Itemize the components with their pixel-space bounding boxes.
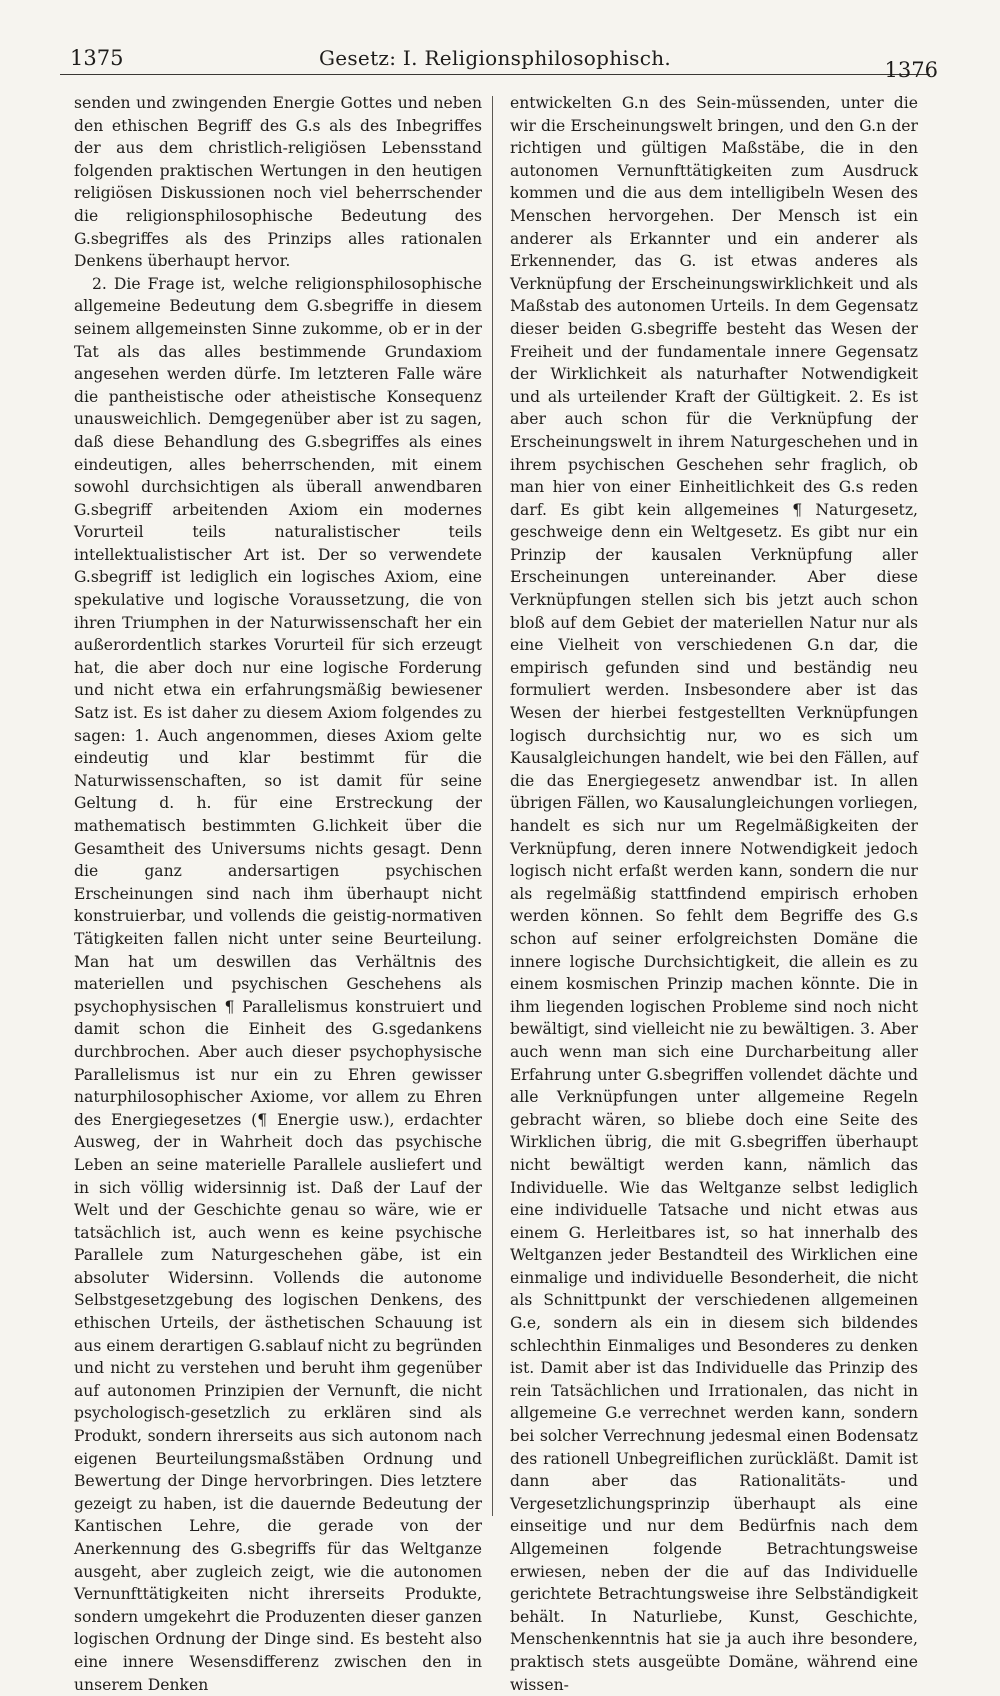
left-paragraph: senden und zwingenden Energie Gottes und neben den ethischen Begriff des G.s als des Inbegriffes der aus dem christlich-religiösen Lebensstand folgenden praktischen Wertungen in den heutigen religiösen Diskussionen noch viel beherrschender die religionsphilosophische Bedeutung des G.sbegriffes als des Prinzips alles rationalen Denkens überhaupt hervor.: [74, 94, 482, 271]
page-number-right: 1376: [884, 58, 938, 82]
left-column: [74, 92, 482, 1694]
right-column: [510, 92, 918, 1694]
running-title: Gesetz: I. Religionsphilosophisch.: [318, 46, 672, 70]
left-paragraph: 2. Die Frage ist, welche religionsphilosophische allgemeine Bedeutung dem G.sbegriffe in diesem seinem allgemeinsten Sinne zukomme, ob er in der Tat als das alles bestimmende Grundaxiom angesehen werden dürfe. Im letzteren Falle wäre die pantheistische oder atheistische Konsequenz unausweichlich. Demgegenüber aber ist zu sagen, daß diese Behandlung des G.sbegriffes als eines eindeutigen, alles beherrschenden, mit einem sowohl durchsichtigen als überall anwendbaren G.sbegriff arbeitenden Axiom ein modernes Vorurteil teils naturalistischer teils intellektualistischer Art ist. Der so verwendete G.sbegriff ist lediglich ein logisches Axiom, eine spekulative und logische Voraussetzung, die von ihren Triumphen in der Naturwissenschaft her ein außerordentlich starkes Vorurteil für sich erzeugt hat, die aber doch nur eine logische Forderung und nicht etwa ein erfahrungsmäßig bewiesener Satz ist. Es ist daher zu diesem Axiom folgendes zu sagen: 1. Auch angenommen, dieses Axiom gelte eindeutig und klar bestimmt für die Naturwissenschaften, so ist damit für seine Geltung d. h. für eine Erstreckung der mathematisch bestimmten G.lichkeit über die Gesamtheit des Universums nichts gesagt. Denn die ganz andersartigen psychischen Erscheinungen sind nach ihm überhaupt nicht konstruierbar, und vollends die geistig-normativen Tätigkeiten fallen nicht unter seine Beurteilung. Man hat um deswillen das Verhältnis des materiellen und psychischen Geschehens als psychophysischen ¶ Parallelismus konstruiert und damit schon die Einheit des G.sgedankens durchbrochen. Aber auch dieser psychophysische Parallelismus ist nur ein zu Ehren gewisser naturphilosophischer Axiome, vor allem zu Ehren des Energiegesetzes (¶ Energie usw.), erdachter Ausweg, der in Wahrheit doch das psychische Leben an seine materielle Parallele ausliefert und in sich völlig widersinnig ist. Daß der Lauf der Welt und der Geschichte genau so wäre, wie er tatsächlich ist, auch wenn es keine psychische Parallele zum Naturgeschehen gäbe, ist ein absoluter Widersinn. Vollends die autonome Selbstgesetzgebung des logischen Denkens, des ethischen Urteils, der ästhetischen Schauung ist aus einem derartigen G.sablauf nicht zu begründen und nicht zu verstehen und beruht ihm gegenüber auf autonomen Prinzipien der Vernunft, die nicht psychologisch-gesetzlich zu erklären sind als Produkt, sondern ihrerseits aus sich autonom nach eigenen Beurteilungsmaßstäben Ordnung und Bewertung der Dinge hervorbringen. Dies letztere gezeigt zu haben, ist die dauernde Bedeutung der Kantischen Lehre, die gerade von der Anerkennung des G.sbegriffs für das Weltganze ausgeht, aber zugleich zeigt, wie die autonomen Vernunfttätigkeiten nicht ihrerseits Produkte, sondern umgekehrt die Produzenten dieser ganzen logischen Ordnung der Dinge sind. Es besteht also eine innere Wesensdifferenz zwischen den in unserem Denken: [74, 274, 482, 1694]
running-header: [60, 40, 938, 82]
right-paragraph: entwickelten G.n des Sein-müssenden, unter die wir die Erscheinungswelt bringen, und den G.n der richtigen und gültigen Maßstäbe, die in den autonomen Vernunfttätigkeiten zum Ausdruck kommen und die aus dem intelligibeln Wesen des Menschen hervorgehen. Der Mensch ist ein anderer als Erkannter und ein anderer als Erkennender, das G. ist etwas anderes als Verknüpfung der Erscheinungswirklichkeit und als Maßstab des autonomen Urteils. In dem Gegensatz dieser beiden G.sbegriffe besteht das Wesen der Freiheit und der fundamentale innere Gegensatz der Wirklichkeit als naturhafter Notwendigkeit und als urteilender Kraft der Gültigkeit. 2. Es ist aber auch schon für die Verknüpfung der Erscheinungswelt in ihrem Naturgeschehen und in ihrem psychischen Geschehen sehr fraglich, ob man hier von einer Einheitlichkeit des G.s reden darf. Es gibt kein allgemeines ¶ Naturgesetz, geschweige denn ein Weltgesetz. Es gibt nur ein Prinzip der kausalen Verknüpfung aller Erscheinungen untereinander. Aber diese Verknüpfungen stellen sich bis jetzt auch schon bloß auf dem Gebiet der materiellen Natur nur als eine Vielheit von verschiedenen G.n dar, die empirisch gefunden sind und beständig neu formuliert werden. Insbesondere aber ist das Wesen der hierbei festgestellten Verknüpfungen logisch durchsichtig nur, wo es sich um Kausalgleichungen handelt, wie bei den Fällen, auf die das Energiegesetz anwendbar ist. In allen übrigen Fällen, wo Kausalungleichungen vorliegen, handelt es sich nur um Regelmäßigkeiten der Verknüpfung, deren innere Notwendigkeit jedoch logisch nicht erfaßt werden kann, sondern die nur als regelmäßig stattfindend empirisch erhoben werden können. So fehlt dem Begriffe des G.s schon auf seiner erfolgreichsten Domäne die innere logische Durchsichtigkeit, die allein es zu einem kosmischen Prinzip machen könnte. Die in ihm liegenden logischen Probleme sind noch nicht bewältigt, sind vielleicht nie zu bewältigen. 3. Aber auch wenn man sich eine Durcharbeitung aller Erfahrung unter G.sbegriffen vollendet dächte und alle Verknüpfungen unter allgemeine Regeln gebracht wären, so bliebe doch eine Seite des Wirklichen übrig, die mit G.sbegriffen überhaupt nicht bewältigt werden kann, nämlich das Individuelle. Wie das Weltganze selbst lediglich eine individuelle Tatsache und nicht etwas aus einem G. Herleitbares ist, so hat innerhalb des Weltganzen jeder Bestandteil des Wirklichen eine einmalige und individuelle Besonderheit, die nicht als Schnittpunkt der verschiedenen allgemeinen G.e, sondern als ein in diesem sich bildendes schlechthin Einmaliges und Besonderes zu denken ist. Damit aber ist das Individuelle das Prinzip des rein Tatsächlichen und Irrationalen, das nicht in allgemeine G.e verrechnet werden kann, sondern bei solcher Verrechnung jedesmal einen Bodensatz des rationell Unbegreiflichen zurückläßt. Damit ist dann aber das Rationalitäts- und Vergesetzlichungsprinzip überhaupt als eine einseitige und nur dem Bedürfnis nach dem Allgemeinen folgende Betrachtungsweise erwiesen, neben der die auf das Individuelle gerichtete Betrachtungsweise ihre Selbständigkeit behält. In Naturliebe, Kunst, Geschichte, Menschenkenntnis hat sie ja auch ihre besondere, praktisch stets ausgeübte Domäne, während eine wissen-: [510, 94, 918, 1694]
page-number-left: 1375: [70, 46, 124, 70]
column-divider: [492, 96, 493, 1516]
